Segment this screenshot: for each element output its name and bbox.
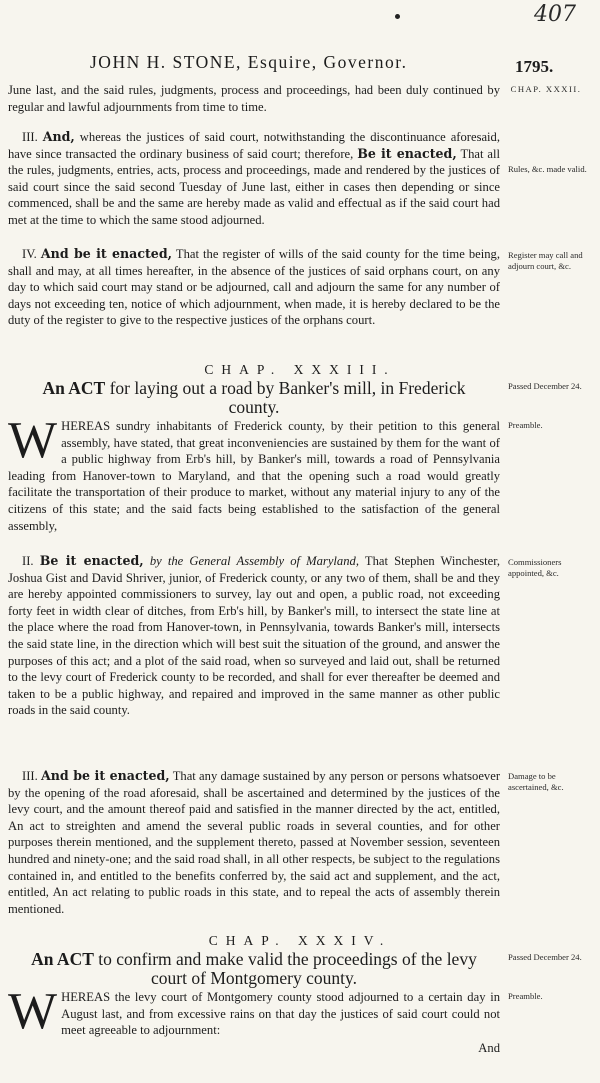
running-head: JOHN H. STONE, Esquire, Governor. (90, 52, 408, 72)
chap-33-title-rest: for laying out a road by Banker's mill, in Frederick (109, 378, 466, 398)
chap-33-preamble-text: HEREAS sundry inhabitants of Frederick county, by their petition to this general assembly, have stated, that great inconveniencies are sustained by them for the want of a public highway from Erb's hill, by Banker's mill, towards a road of Pennsylvania leading from Hanover-town to Maryland, and that the opening such a road would greatly facilitate the transportation of their produce to market, without any material injury to any of the citizens of this state; and the said facts being established to the satisfaction of the general assembly, (8, 419, 500, 533)
margin-note-rules-valid: Rules, &c. made valid. (508, 164, 587, 174)
margin-note-passed-34: Passed December 24. (508, 952, 582, 962)
chap-34-preamble (8, 983, 500, 1040)
section-3-lead: And, (42, 129, 75, 144)
chap-33-section-2-text: That Stephen Winchester, Joshua Gist and David Shriver, junior, of Frederick county, or any two of them, shall be and they are hereby appointed commissioners to survey, lay out and open, a public road, not exceeding forty feet in width clear of ditches, from Erb's hill, by Banker's mill, to intersect the state line at the place where the road from Hanover-town, in Pennsylvania, towards Banker's mill, intersects the said state line, in the direction which will best suit the situation of the ground, and answer the purposes of this act; and a plot of the said road, when so surveyed and laid out, shall be returned to the levy court of Frederick county to be recorded, and shall for ever thereafter be deemed and taken to be a public highway, and repaired and improved in the same manner as other public roads in the said county. (8, 554, 501, 718)
chap-33-title (8, 379, 500, 417)
margin-note-register: Register may call and adjourn court, &c. (508, 250, 583, 271)
chap-33-section-2-numeral: II. (22, 554, 34, 568)
chap-34-title (8, 950, 500, 988)
page-number: 407 (534, 2, 576, 27)
section-3-numeral: III. (22, 130, 38, 144)
margin-note-damage: Damage to be ascertained, &c. (508, 771, 564, 792)
section-4-text: That the register of wills of the said county for the time being, shall and may, at all times hereafter, in the absence of the justices of said orphans court, on any day to which said court may stand or be adjourned, call and adjourn the same for any number of days not exceeding ten, notice of which adjournment, when made, it is hereby declared to be the duty of the register to give to the respective justices of the orphans court. (8, 247, 501, 328)
chap-33-section-2 (8, 553, 500, 719)
chap-34-title-line2: court of Montgomery county. (151, 968, 357, 988)
chap-33-section-3-enact: And be it enacted, (41, 768, 170, 783)
margin-note-chap-xxxii: CHAP. XXXII. (510, 84, 582, 94)
chap-34-heading: CHAP. XXXIV. (208, 933, 392, 948)
section-4-enact: And be it enacted, (40, 246, 173, 261)
year: 1795. (515, 57, 554, 76)
margin-note-passed-33: Passed December 24. (508, 381, 582, 391)
catchword: And (478, 1041, 500, 1055)
chap-33-section-3-numeral: III. (22, 769, 38, 783)
section-4 (8, 246, 500, 329)
chap-33-section-2-assembly: by the General Assembly of Maryland, (149, 554, 359, 568)
section-3-text-2: That all the rules, judgments, entries, acts, process and proceedings, made and rendered by the justices of said court since the said second Tuesday of June last, either in cases then depending or since commenced, shall be and the same are hereby made as valid and effectual as if the said court had met at the time to which the same stood adjourned. (8, 146, 501, 227)
chap-34-title-rest: to confirm and make valid the proceedings of the levy (98, 949, 477, 969)
ink-dot (395, 14, 400, 19)
chap-33-title-label: An ACT (42, 378, 106, 398)
section-4-numeral: IV. (22, 247, 37, 261)
chap-34-preamble-text: HEREAS the levy court of Montgomery county stood adjourned to a certain day in August last, and from excessive rains on that day the justices of said court could not meet agreeable to adjournment: (61, 990, 500, 1038)
chap-33-section-3-text: That any damage sustained by any person or persons whatsoever by the opening of the road aforesaid, shall be ascertained and determined by the justices of the levy court, and the amount thereof paid and satisfied in the manner directed by the act, entitled, An act to streighten and amend the several public roads in several counties, and for other purposes therein mentioned, and the supplement thereto, passed at November session, seventeen hundred and ninety-one; and the said road shall, in all other respects, be subject to the regulations contained in, and entitled to the benefits conferred by, the said act and supplement, and the act, entitled, An act relating to public roads in this state, and to repeal the acts of assembly therein mentioned. (8, 769, 501, 916)
top-continuation: June last, and the said rules, judgments, process and proceedings, had been duly continued by regular and lawful adjournments from time to time. (8, 83, 500, 114)
section-3 (8, 129, 500, 229)
chap-33-preamble (8, 412, 500, 534)
chap-33-title-line2: county. (228, 397, 280, 417)
chap-33-section-2-enact: Be it enacted, (39, 553, 144, 568)
chap-34-title-label: An ACT (31, 949, 94, 969)
drop-cap-initial: W (8, 412, 58, 469)
drop-cap-initial: W (8, 983, 58, 1040)
margin-note-preamble-34: Preamble. (508, 991, 543, 1001)
margin-note-commissioners: Commissioners appointed, &c. (508, 557, 562, 578)
chap-33-heading: CHAP. XXXIII. (204, 362, 396, 377)
section-3-text-1: whereas the justices of said court, notwithstanding the discontinuance aforesaid, have since transacted the ordinary business of said court; therefore, (8, 130, 501, 161)
section-3-enact: Be it enacted, (357, 145, 457, 161)
margin-note-preamble-33: Preamble. (508, 420, 543, 430)
chap-33-section-3 (8, 768, 500, 917)
